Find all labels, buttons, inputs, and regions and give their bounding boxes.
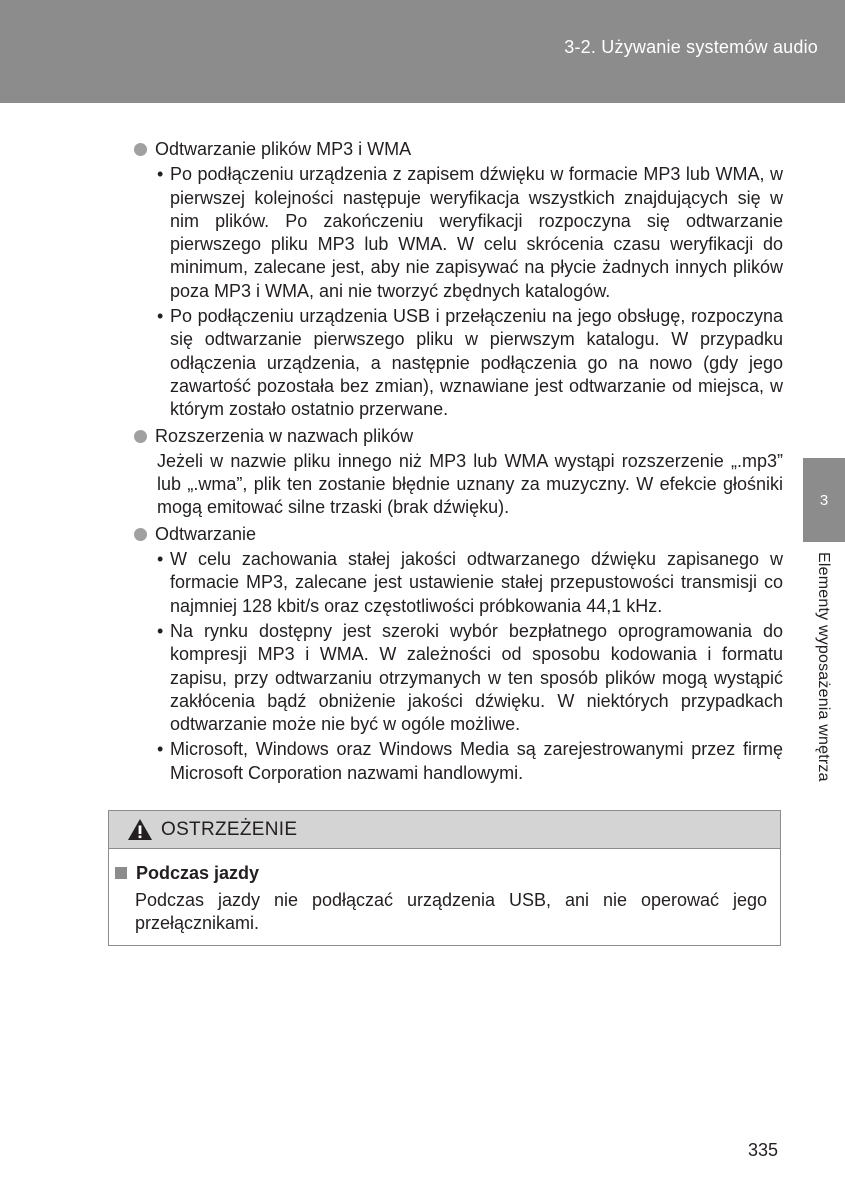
- page-header: [0, 0, 845, 103]
- section-title-text: Odtwarzanie: [155, 523, 257, 544]
- section-header-title: 3-2. Używanie systemów audio: [564, 37, 818, 57]
- bullet-icon: •: [157, 739, 164, 760]
- bullet-text: Microsoft, Windows oraz Windows Media są zarejestrowanymi przez firmę Microsoft Corporation nazwami handlowymi.: [170, 739, 783, 783]
- section-playback: [133, 523, 783, 785]
- circle-bullet-icon: [134, 430, 147, 443]
- bullet-item: [133, 620, 783, 736]
- bullet-icon: •: [157, 306, 164, 327]
- bullet-text: W celu zachowania stałej jakości odtwarzanego dźwięku zapisanego w formacie MP3, zalecane jest ustawienie stałej przepustowości transmisji co najmniej 128 kbit/s oraz częstotliwości próbkowania 44,1 kHz.: [170, 549, 783, 616]
- bullet-item: [133, 305, 783, 421]
- section-title: [133, 138, 783, 161]
- bullet-icon: •: [157, 164, 164, 185]
- bullet-icon: •: [157, 620, 164, 641]
- chapter-label: Elementy wyposażenia wnętrza: [815, 552, 832, 782]
- circle-bullet-icon: [134, 143, 147, 156]
- bullet-icon: •: [157, 549, 164, 570]
- bullet-item: [133, 738, 783, 785]
- warning-title: OSTRZEŻENIE: [161, 819, 298, 840]
- section-title-text: Rozszerzenia w nazwach plików: [155, 425, 414, 446]
- square-bullet-icon: [115, 867, 127, 879]
- bullet-text: Na rynku dostępny jest szeroki wybór bezpłatnego oprogramowania do kompresji MP3 i WMA. W zależności od sposobu kodowania i formatu zapisu, przy odtwarzaniu otrzymanych w ten sposób plików mogą wystąpić zakłócenia bądź obniżenie jakości dźwięku. W niektórych przypadkach odtwarzanie może nie być w ogóle możliwe.: [170, 620, 783, 735]
- warning-header: [109, 811, 780, 849]
- warning-text: Podczas jazdy nie podłączać urządzenia USB, ani nie operować jego przełącznikami.: [135, 890, 767, 934]
- section-title-text: Odtwarzanie plików MP3 i WMA: [155, 139, 412, 159]
- chapter-number: 3: [819, 491, 829, 509]
- warning-subtitle: [115, 863, 259, 884]
- circle-bullet-icon: [134, 528, 147, 541]
- bullet-item: [133, 163, 783, 303]
- chapter-tab: [803, 458, 845, 542]
- section-title: [133, 425, 783, 448]
- bullet-text: Po podłączeniu urządzenia z zapisem dźwięku w formacie MP3 lub WMA, w pierwszej kolejności następuje weryfikacja wszystkich znajdujących się w nim plików. Po zakończeniu weryfikacji rozpoczyna się odtwarzanie pierwszego pliku MP3 lub WMA. W celu skrócenia czasu weryfikacji do minimum, zalecane jest, aby nie zapisywać na płycie żadnych innych plików poza MP3 i WMA, ani nie tworzyć zbędnych katalogów.: [170, 164, 783, 301]
- warning-box: [108, 810, 781, 946]
- section-extensions: [133, 425, 783, 520]
- warning-subtitle-text: Podczas jazdy: [136, 863, 260, 883]
- page-content: [133, 138, 783, 788]
- warning-triangle-icon: [127, 818, 153, 841]
- section-title: [133, 523, 783, 546]
- bullet-item: [133, 548, 783, 618]
- bullet-text: Po podłączeniu urządzenia USB i przełączeniu na jego obsługę, rozpoczyna się odtwarzanie pierwszego pliku w pierwszym katalogu. W przypadku odłączenia urządzenia, a następnie podłączenia go na nowo (gdy jego zawartość pozostała bez zmian), wznawiane jest odtwarzanie od miejsca, w którym zostało ostatnio przerwane.: [170, 306, 783, 420]
- page-number: 335: [748, 1140, 779, 1160]
- section-paragraph: Jeżeli w nazwie pliku innego niż MP3 lub WMA wystąpi rozszerzenie „.mp3” lub „.wma”, plik ten zostanie błędnie uznany za muzyczny. W efekcie głośniki mogą emitować silne trzaski (brak dźwięku).: [157, 450, 783, 518]
- section-mp3-wma: [133, 138, 783, 422]
